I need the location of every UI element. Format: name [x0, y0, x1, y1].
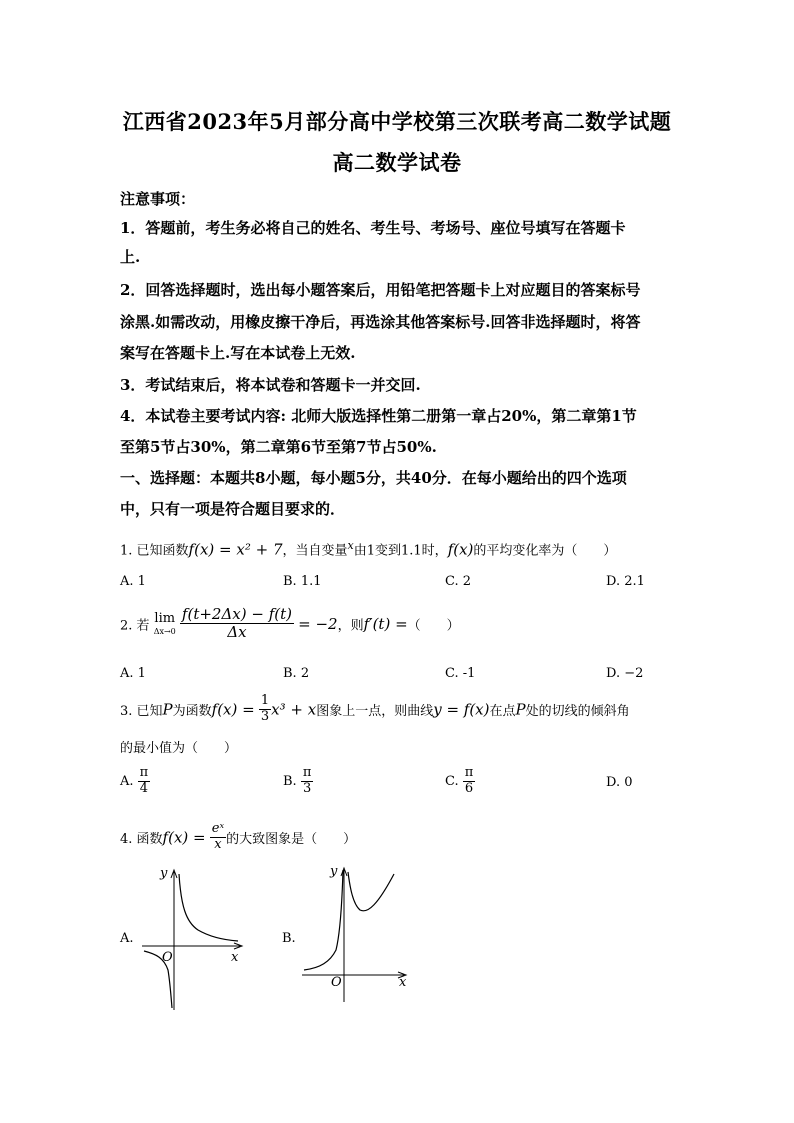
notes-heading: 注意事项： — [120, 190, 196, 208]
q2-option-d: D. −2 — [606, 666, 644, 681]
q3-option-b-label: B. — [283, 773, 297, 789]
q4-graph-b — [298, 864, 410, 1004]
q3-option-a-label: A. — [120, 773, 134, 789]
q2-derivative: f′(t) = — [363, 614, 408, 633]
q3-mid3: 在点 — [489, 703, 516, 719]
q4-option-a-label: A. — [120, 931, 134, 946]
q3-mid2: 图象上一点，则曲线 — [316, 703, 434, 719]
q3-option-a-num: π — [139, 765, 149, 780]
q2-lim-text: lim — [154, 610, 176, 626]
q3-fraction — [259, 694, 271, 725]
q1-option-a: A. 1 — [120, 574, 146, 589]
q3-option-b-num: π — [302, 765, 312, 780]
q4-prefix: 4. 函数 — [120, 831, 163, 847]
q2-option-a: A. 1 — [120, 666, 146, 681]
graph-b-curve-right — [348, 872, 394, 911]
q1-mid2: 由1变到1.1时， — [353, 543, 448, 559]
notes-line: 1．答题前，考生务必将自己的姓名、考生号、考场号、座位号填写在答题卡 — [120, 219, 626, 237]
q3-numerator: 1 — [260, 693, 270, 708]
graph-b-x-label: x — [399, 975, 407, 990]
q3-function-rest: x³ + x — [271, 700, 317, 719]
q1-option-b: B. 1.1 — [283, 574, 322, 589]
section-heading-cont: 中，只有一项是符合题目要求的． — [120, 500, 346, 518]
question-4 — [120, 822, 356, 853]
q2-equals: = −2 — [298, 614, 338, 633]
q3-option-a-fraction — [138, 766, 151, 797]
q3-suffix: 处的切线的倾斜角 — [525, 703, 630, 719]
q1-option-c: C. 2 — [445, 574, 472, 589]
q3-option-c-num: π — [464, 765, 474, 780]
q3-option-c-fraction — [463, 766, 476, 797]
page-title: 江西省2023年5月部分高中学校第三次联考高二数学试题 — [122, 109, 672, 134]
q1-prefix: 1. 已知函数 — [120, 543, 189, 559]
question-1 — [120, 539, 616, 558]
q3-option-a — [120, 766, 150, 797]
page-subtitle: 高二数学试卷 — [332, 150, 462, 175]
q2-lim-sub: Δx→0 — [153, 626, 176, 636]
graph-b-y-label: y — [330, 864, 338, 879]
section-heading: 一、选择题：本题共8小题，每小题5分，共40分．在每小题给出的四个选项 — [120, 469, 627, 487]
notes-line: 2．回答选择题时，选出每小题答案后，用铅笔把答题卡上对应题目的答案标号 — [120, 281, 641, 299]
q2-numerator: f(t+2Δx) − f(t) — [181, 605, 292, 623]
q3-point-2: P — [515, 700, 526, 719]
q1-function: f(x) = x² + 7 — [188, 540, 283, 559]
q4-denominator: x — [214, 836, 222, 852]
q1-mid: ，当自变量 — [282, 543, 348, 559]
graph-a-curve-right — [179, 874, 238, 941]
graph-b-origin-label: O — [331, 975, 342, 990]
q3-option-b-fraction — [301, 766, 314, 797]
notes-line: 4．本试卷主要考试内容: 北师大版选择性第二册第一章占20%，第二章第1节 — [120, 407, 637, 425]
notes-line: 上. — [120, 248, 141, 266]
q3-curve: y = f(x) — [433, 700, 490, 719]
q3-option-d: D. 0 — [606, 775, 633, 790]
graph-a-x-label: x — [231, 950, 239, 965]
q1-var: x — [347, 539, 354, 552]
q2-mid: ，则 — [337, 618, 364, 634]
graph-a-origin-label: O — [162, 950, 173, 965]
q3-mid1: 为函数 — [172, 703, 212, 719]
q4-function: f(x) = — [162, 828, 206, 847]
q3-option-c-label: C. — [445, 773, 459, 789]
notes-line: 至第5节占30%，第二章第6节至第7节占50%. — [120, 438, 437, 456]
q3-function: f(x) = — [211, 700, 255, 719]
q2-suffix: （ ） — [407, 618, 460, 634]
q2-option-b: B. 2 — [283, 666, 310, 681]
graph-a-y-label: y — [160, 866, 168, 881]
question-3 — [120, 694, 630, 725]
q4-fraction — [210, 822, 226, 853]
notes-line: 涂黑.如需改动，用橡皮擦干净后，再选涂其他答案标号.回答非选择题时，将答 — [120, 313, 641, 331]
q2-prefix: 2. 若 — [120, 618, 150, 634]
q2-option-c: C. -1 — [445, 666, 476, 681]
q4-option-b-label: B. — [282, 931, 296, 946]
notes-line: 3．考试结束后，将本试卷和答题卡一并交回. — [120, 376, 421, 394]
q3-option-a-den: 4 — [139, 780, 149, 796]
q3-option-b — [283, 766, 313, 797]
q1-option-d: D. 2.1 — [606, 574, 645, 589]
q2-limit — [154, 612, 176, 636]
graph-b-curve-left — [304, 870, 343, 970]
q3-point: P — [162, 700, 173, 719]
q3-option-c-den: 6 — [464, 780, 474, 796]
q4-graph-a — [138, 866, 248, 1012]
q2-fraction — [180, 606, 294, 642]
q3-line2: 的最小值为（ ） — [120, 741, 238, 756]
question-2 — [120, 606, 460, 642]
q3-prefix: 3. 已知 — [120, 703, 163, 719]
q4-numerator: eˣ — [211, 821, 225, 836]
q1-function2: f(x) — [447, 540, 474, 559]
q3-option-c — [445, 766, 475, 797]
q3-denominator: 3 — [260, 708, 270, 724]
q1-suffix: 的平均变化率为（ ） — [473, 543, 617, 559]
q4-suffix: 的大致图象是（ ） — [226, 831, 357, 847]
q2-denominator: Δx — [227, 623, 247, 642]
notes-line: 案写在答题卡上.写在本试卷上无效. — [120, 344, 356, 362]
q3-option-b-den: 3 — [302, 780, 312, 796]
